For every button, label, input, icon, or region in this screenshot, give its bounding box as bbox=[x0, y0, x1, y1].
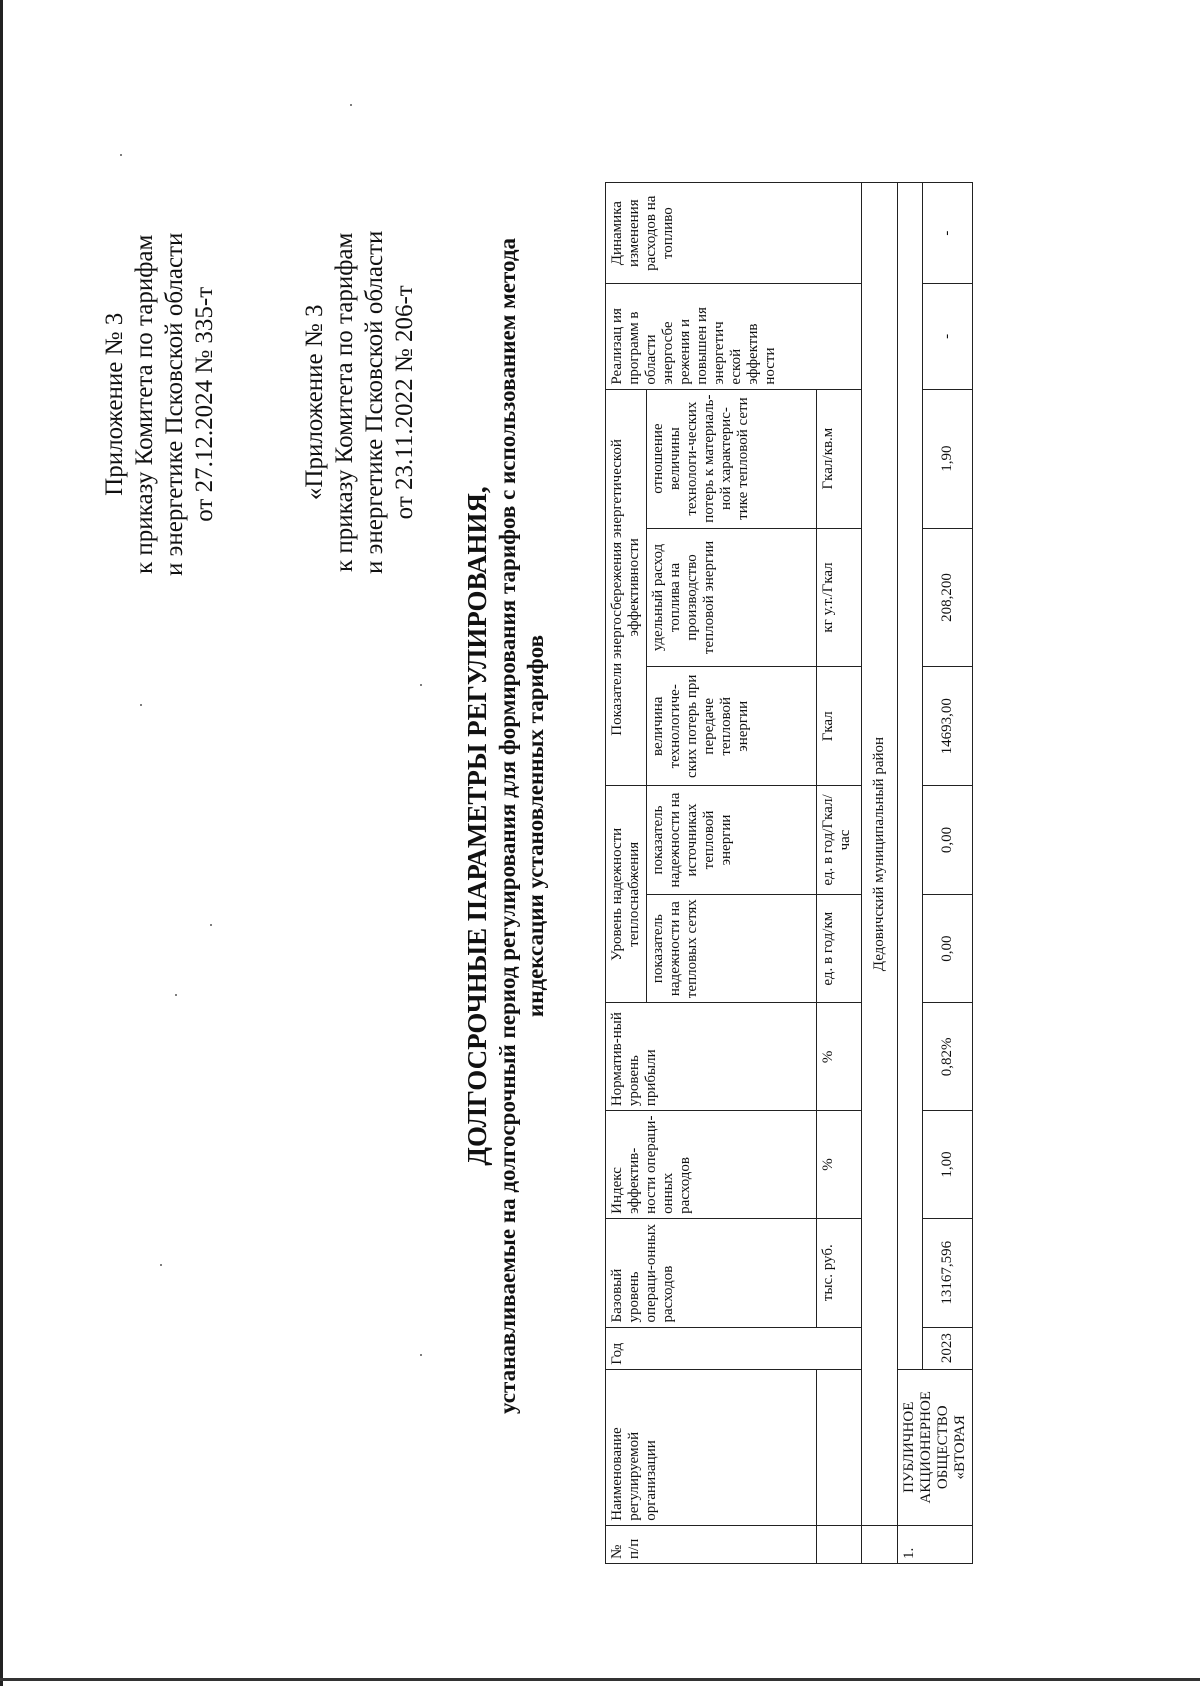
scan-speck bbox=[120, 154, 122, 156]
unit-efficiency-index: % bbox=[817, 1111, 862, 1219]
header-base-opex: Базовый уровень операци-онных расходов bbox=[606, 1218, 817, 1327]
row-efficiency-index: 1,00 bbox=[923, 1111, 973, 1219]
unit-normative-profit: % bbox=[817, 1003, 862, 1111]
header-program: Реализац ия программ в области энергосбе режения и повышен ия энергетич еской эффектив ности bbox=[606, 283, 862, 389]
header-org: Наименование регулируемой организации bbox=[606, 1369, 817, 1525]
table-blank-cell bbox=[606, 62, 973, 183]
header-energy-group: Показатели энергосбережения энергетической эффективности bbox=[606, 389, 647, 786]
row-specific-fuel: 208,200 bbox=[923, 528, 973, 667]
scan-speck bbox=[160, 1264, 162, 1266]
header-old-line4: от 23.11.2022 № 206-т bbox=[391, 285, 418, 520]
row-base-opex: 13167,596 bbox=[923, 1218, 973, 1327]
header-specific-fuel: удельный расход топлива на производство тепловой энергии bbox=[647, 528, 817, 667]
scan-speck bbox=[140, 704, 142, 706]
header-losses-ratio: отношение величины технологи-ческих потерь к материаль-ной характерис-тике тепловой сети bbox=[647, 389, 817, 528]
header-new-line1: Приложение № 3 bbox=[101, 312, 128, 496]
regulation-parameters-table bbox=[605, 62, 973, 1564]
row-fuel-dynamics: - bbox=[923, 183, 973, 284]
unit-losses-ratio: Гкал/кв.м bbox=[817, 389, 862, 528]
header-new-line2: к приказу Комитета по тарифам bbox=[131, 234, 158, 574]
header-fuel-dynamics: Динамика изменения расходов на топливо bbox=[606, 183, 862, 284]
header-technological-losses: величина технологиче-ских потерь при передаче тепловой энергии bbox=[647, 667, 817, 786]
document-title bbox=[460, 126, 550, 1526]
title-line1: ДОЛГОСРОЧНЫЕ ПАРАМЕТРЫ РЕГУЛИРОВАНИЯ, bbox=[462, 486, 492, 1166]
table-row bbox=[923, 62, 973, 1564]
section-num-cell bbox=[862, 1525, 898, 1563]
header-old-appendix bbox=[300, 231, 420, 574]
section-district: Дедовичский муниципальный район bbox=[862, 183, 898, 1525]
header-reliability-group: Уровень надежности теплоснабжения bbox=[606, 786, 647, 1003]
scan-speck bbox=[350, 104, 352, 106]
table-org-spacer-row bbox=[898, 62, 923, 1564]
unit-technological-losses: Гкал bbox=[817, 667, 862, 786]
header-old-line1: «Приложение № 3 bbox=[301, 304, 328, 501]
table-section-row bbox=[862, 62, 898, 1564]
row-normative-profit: 0,82% bbox=[923, 1003, 973, 1111]
header-reliability-networks: показатель надежности на тепловых сетях bbox=[647, 894, 817, 1003]
row-reliability-sources: 0,00 bbox=[923, 786, 973, 895]
unit-specific-fuel: кг у.т./Гкал bbox=[817, 528, 862, 667]
header-efficiency-index: Индекс эффектив-ности операци-онных расходов bbox=[606, 1111, 817, 1219]
row-org-name: ПУБЛИЧНОЕ АКЦИОНЕРНОЕ ОБЩЕСТВО «ВТОРАЯ bbox=[898, 1369, 973, 1525]
header-new-line3: и энергетике Псковской области bbox=[161, 232, 188, 576]
header-normative-profit: Норматив-ный уровень прибыли bbox=[606, 1003, 817, 1111]
unit-reliability-networks: ед. в год/км bbox=[817, 894, 862, 1003]
scan-speck bbox=[210, 924, 212, 926]
scan-speck bbox=[420, 1354, 422, 1356]
unit-base-opex: тыс. руб. bbox=[817, 1218, 862, 1327]
header-num: № п/п bbox=[606, 1525, 817, 1563]
header-reliability-sources: показатель надежности на источниках тепловой энергии bbox=[647, 786, 817, 895]
header-new-line4: от 27.12.2024 № 335-т bbox=[191, 286, 218, 522]
row-losses-ratio: 1,90 bbox=[923, 389, 973, 528]
header-old-line2: к приказу Комитета по тарифам bbox=[331, 232, 358, 572]
table-header-row-1 bbox=[606, 62, 647, 1564]
row-num: 1. bbox=[898, 1525, 973, 1563]
header-year: Год bbox=[606, 1327, 862, 1369]
scan-speck bbox=[175, 994, 177, 996]
header-new-appendix bbox=[100, 233, 220, 576]
scan-speck bbox=[420, 684, 422, 686]
unit-reliability-sources: ед. в год/Гкал/ час bbox=[817, 786, 862, 895]
title-line2: устанавливаемые на долгосрочный период регулирования для формирования тарифов с использованием метода bbox=[495, 238, 520, 1414]
row-reliability-networks: 0,00 bbox=[923, 894, 973, 1003]
row-program: - bbox=[923, 283, 973, 389]
row-technological-losses: 14693,00 bbox=[923, 667, 973, 786]
header-old-line3: и энергетике Псковской области bbox=[361, 230, 388, 574]
title-line3: индексации установленных тарифов bbox=[523, 634, 548, 1018]
row-year: 2023 bbox=[923, 1327, 973, 1369]
